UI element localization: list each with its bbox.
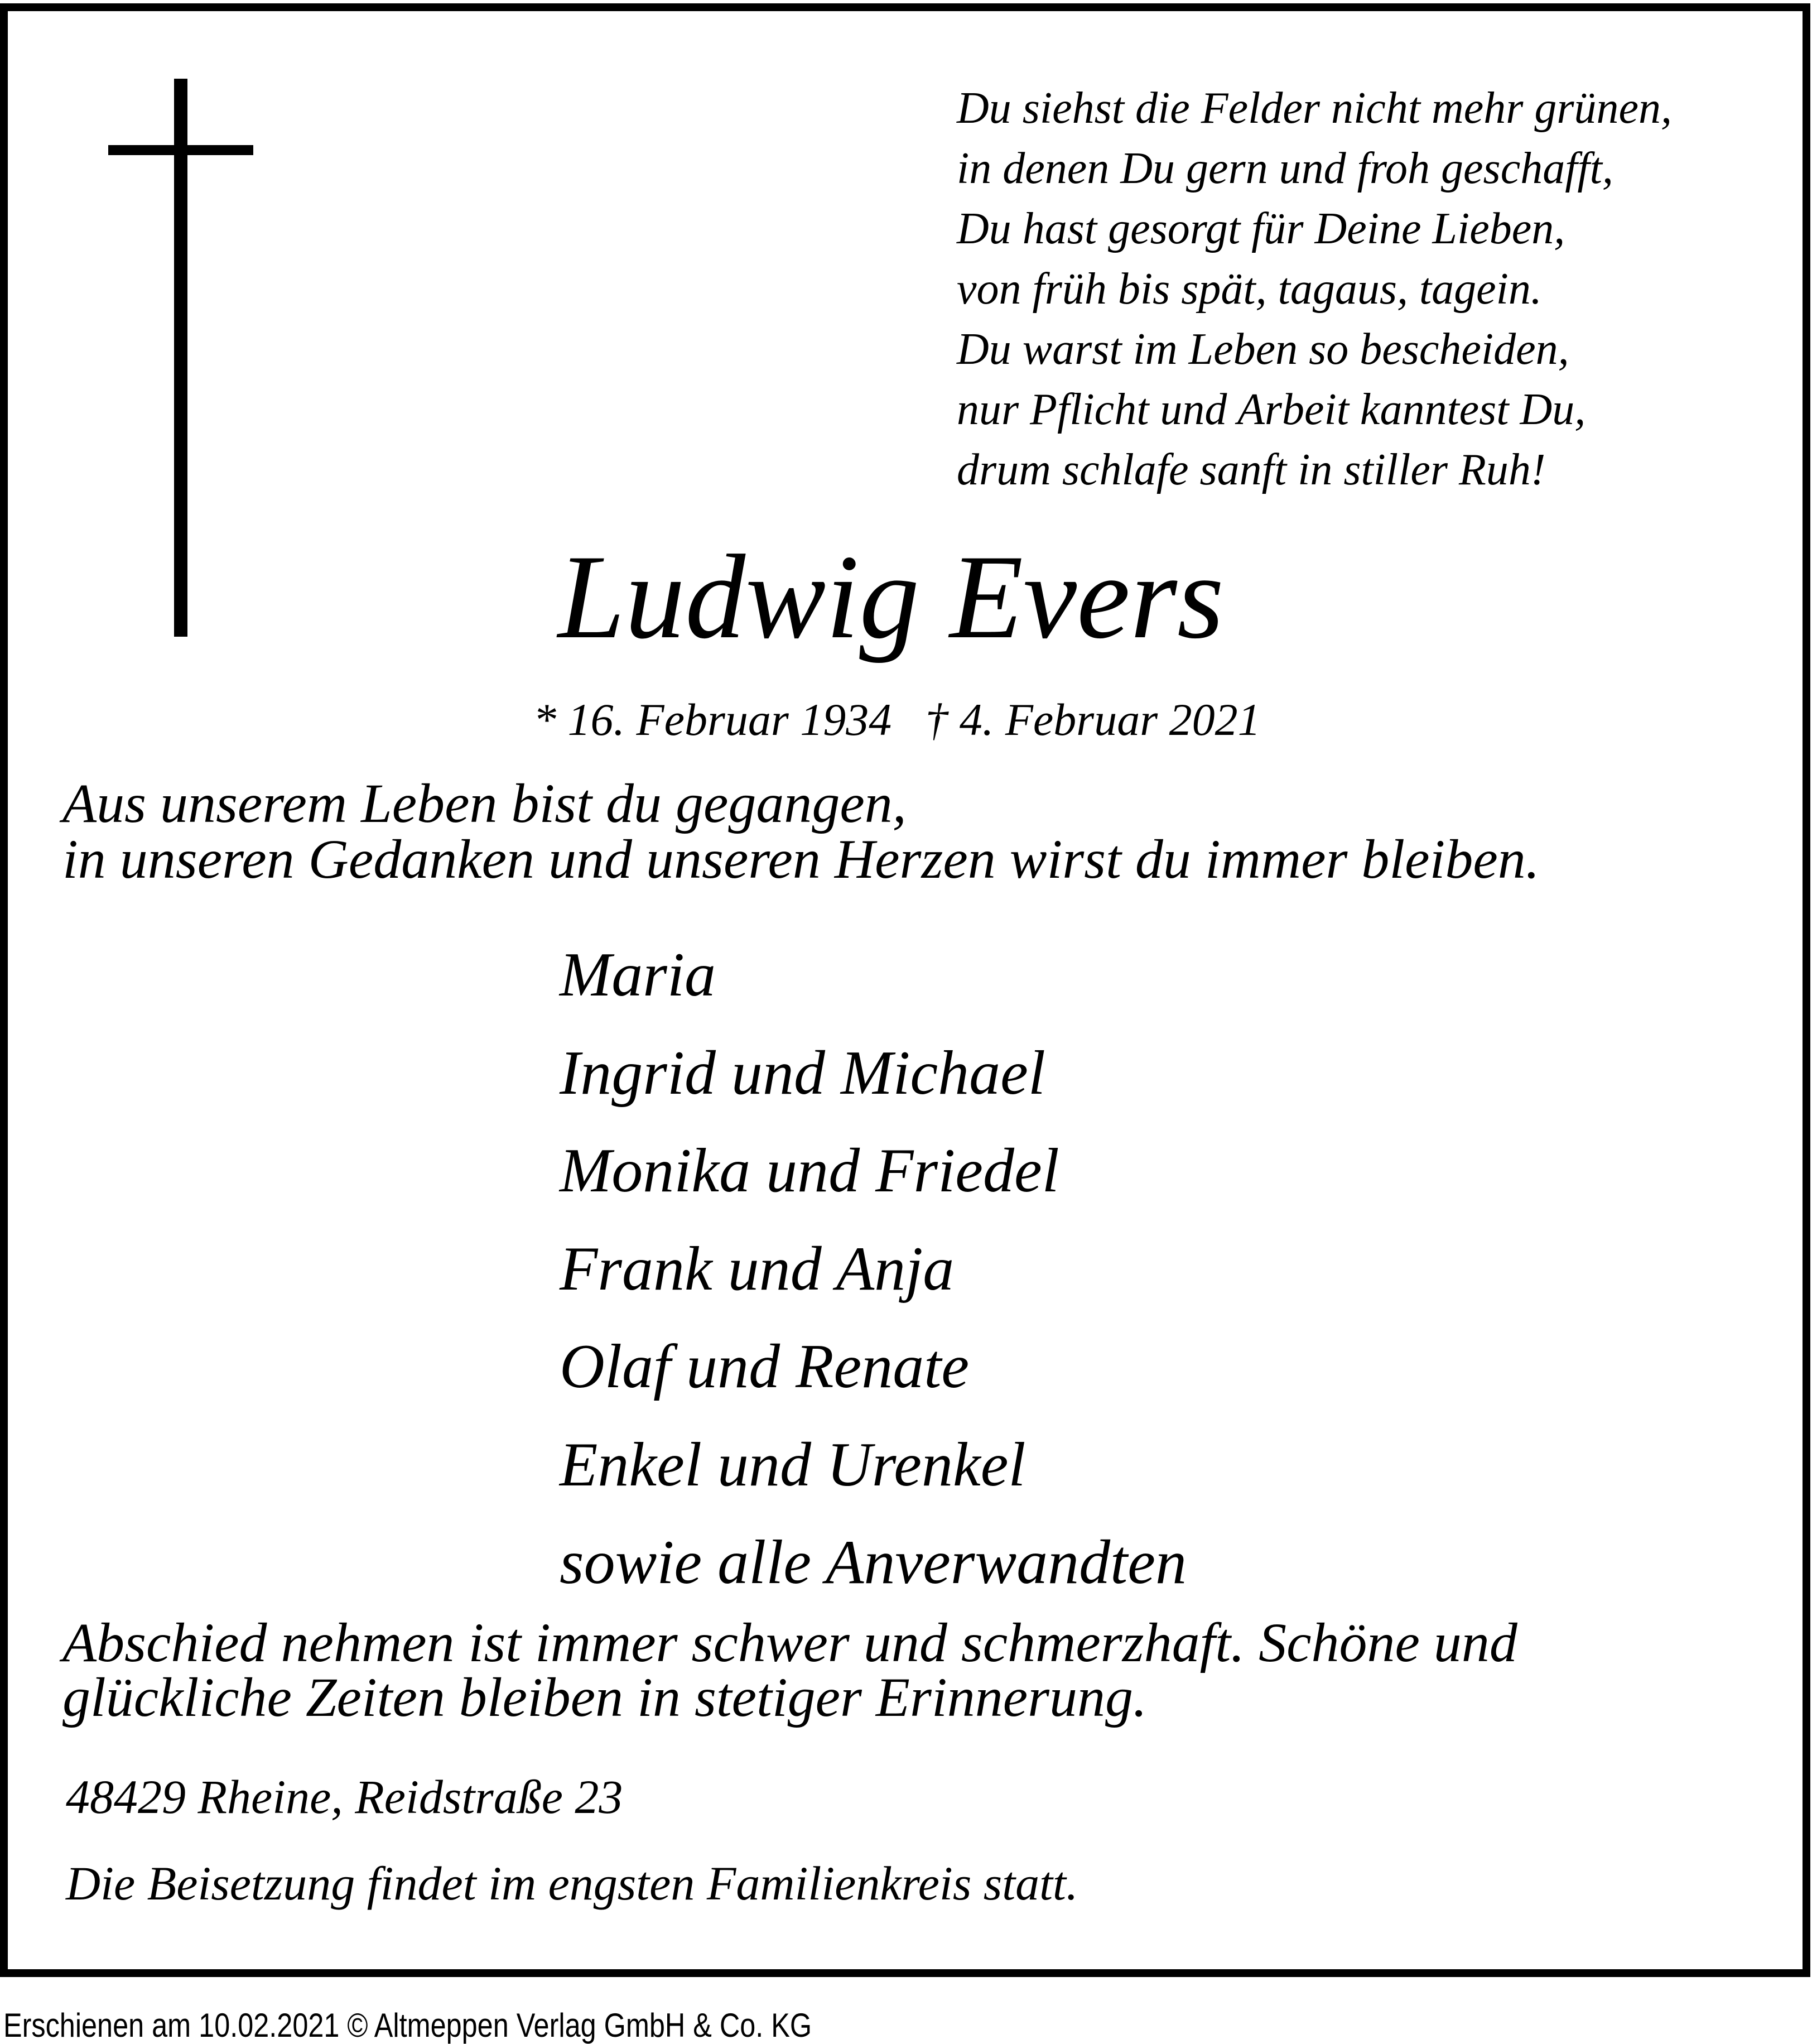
poem-line: in denen Du gern und froh geschafft,	[957, 144, 1613, 193]
poem-line: Du siehst die Felder nicht mehr grünen,	[957, 84, 1672, 133]
mourner-entry: Olaf und Renate	[560, 1332, 970, 1401]
intro-line: Aus unserem Leben bist du gegangen,	[62, 772, 907, 834]
mourner-entry: Enkel und Urenkel	[560, 1430, 1026, 1499]
poem-line: nur Pflicht und Arbeit kanntest Du,	[957, 385, 1586, 434]
closing-line: Abschied nehmen ist immer schwer und schmerzhaft. Schöne und	[62, 1612, 1517, 1673]
intro-line: in unseren Gedanken und unseren Herzen wirst du immer bleiben.	[62, 828, 1540, 890]
cross-horizontal-bar	[108, 145, 253, 155]
mourner-entry: Maria	[560, 940, 716, 1009]
deceased-name: Ludwig Evers	[558, 530, 1225, 663]
publication-footer: Erschienen am 10.02.2021 © Altmeppen Verlag GmbH & Co. KG	[3, 2007, 812, 2044]
poem-line: Du warst im Leben so bescheiden,	[957, 325, 1569, 374]
closing-text	[62, 1612, 1517, 1728]
life-dates	[533, 692, 1261, 748]
intro-text	[62, 772, 1540, 890]
death-date: † 4. Februar 2021	[925, 694, 1261, 745]
mourner-entry: Monika und Friedel	[560, 1136, 1059, 1205]
mourner-entry: Frank und Anja	[560, 1234, 955, 1304]
mourner-entry: Ingrid und Michael	[560, 1038, 1045, 1108]
poem-line: von früh bis spät, tagaus, tagein.	[957, 264, 1542, 314]
burial-note: Die Beisetzung findet im engsten Familienkreis statt.	[66, 1857, 1078, 1910]
birth-date: * 16. Februar 1934	[533, 694, 892, 745]
cross-vertical-bar	[174, 79, 187, 637]
poem-line: Du hast gesorgt für Deine Lieben,	[957, 204, 1565, 253]
mourner-entry: sowie alle Anverwandten	[560, 1528, 1187, 1597]
closing-line: glückliche Zeiten bleiben in stetiger Erinnerung.	[62, 1666, 1147, 1728]
poem-line: drum schlafe sanft in stiller Ruh!	[957, 445, 1546, 494]
mourners-list	[560, 926, 1187, 1612]
family-address: 48429 Rheine, Reidstraße 23	[66, 1770, 623, 1824]
memorial-poem	[957, 78, 1672, 500]
